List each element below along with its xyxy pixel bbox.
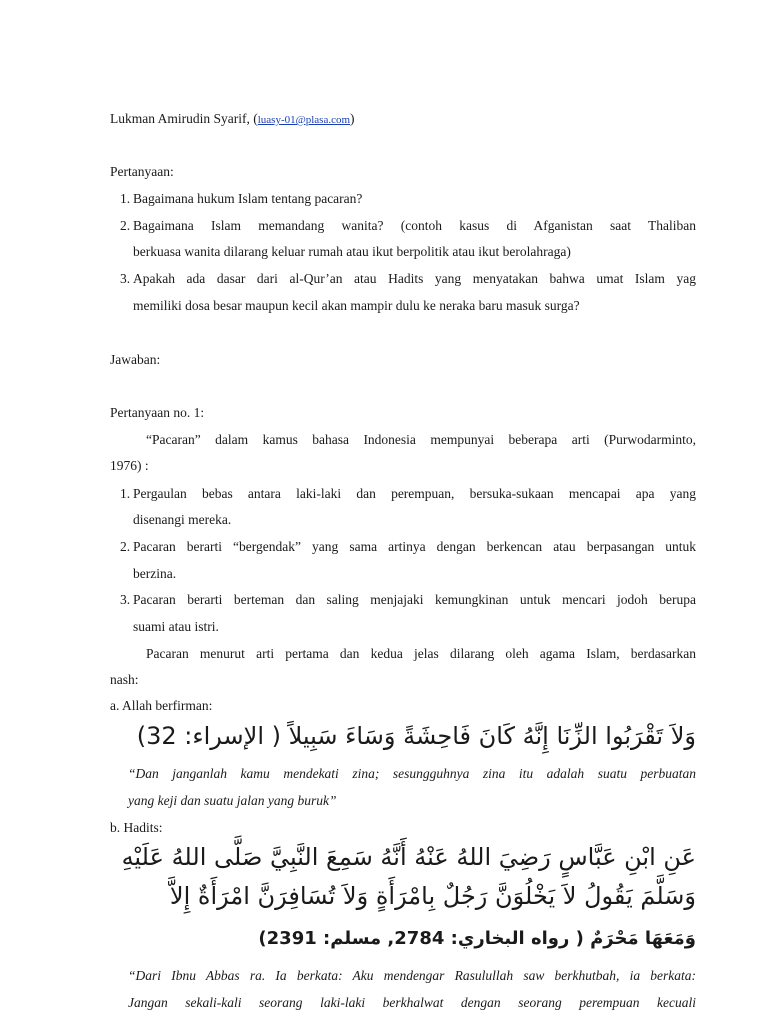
email-link[interactable]: luasy-01@plasa.com (257, 114, 351, 126)
meaning-text: Pacaran berarti berteman dan saling menjajaki kemungkinan untuk mencari jodoh berupa (133, 592, 696, 607)
answers-heading: Jawaban: (110, 352, 161, 367)
ayat-arabic: وَلاَ تَقْرَبُوا الزِّنَا إِنَّهُ كَانَ فَاحِشَةً وَسَاءَ سَبِيلاً ( الإسراء: 32) (136, 722, 696, 750)
meaning-text: disenangi mereka. (133, 512, 232, 527)
ayat-translation-cont: yang keji dan suatu jalan yang buruk” (128, 793, 337, 808)
question-text: berkuasa wanita dilarang keluar rumah atau ikut berpolitik atau ikut berolahraga) (133, 244, 571, 259)
author-name: Lukman Amirudin Syarif, ( (110, 111, 258, 126)
intro-paragraph: “Pacaran” dalam kamus bahasa Indonesia mempunyai beberapa arti (Purwodarminto, (146, 432, 696, 447)
meaning-number: 2. (120, 539, 131, 554)
meaning-number: 1. (120, 486, 131, 501)
question-text: Bagaimana hukum Islam tentang pacaran? (133, 191, 363, 206)
hadits-arabic-line-3: وَمَعَهَا مَحْرَمٌ ( رواه البخاري: 2784, مسلم: 2391) (258, 928, 696, 949)
question-1-heading: Pertanyaan no. 1: (110, 405, 205, 420)
hadits-translation: “Dari Ibnu Abbas ra. Ia berkata: Aku mendengar Rasulullah saw berkhutbah, ia berkata: (128, 968, 696, 983)
intro-paragraph-cont: 1976) : (110, 458, 149, 473)
author-close-paren: ) (350, 111, 355, 126)
question-number: 3. (120, 271, 131, 286)
questions-heading: Pertanyaan: (110, 164, 174, 179)
nash-paragraph-cont: nash: (110, 672, 139, 687)
meaning-text: Pacaran berarti “bergendak” yang sama artinya dengan berkencan atau berpasangan untuk (133, 539, 696, 554)
question-text: memiliki dosa besar maupun kecil akan mampir dulu ke neraka baru masuk surga? (133, 298, 580, 313)
meaning-text: suami atau istri. (133, 619, 219, 634)
nash-paragraph: Pacaran menurut arti pertama dan kedua jelas dilarang oleh agama Islam, berdasarkan (146, 646, 696, 661)
question-text: Bagaimana Islam memandang wanita? (contoh kasus di Afganistan saat Thaliban (133, 218, 696, 233)
author-line (110, 111, 355, 127)
hadits-translation-cont: Jangan sekali-kali seorang laki-laki berkhalwat dengan seorang perempuan kecuali (128, 995, 696, 1010)
question-number: 1. (120, 191, 131, 206)
meaning-number: 3. (120, 592, 131, 607)
question-number: 2. (120, 218, 131, 233)
allah-berfirman-label: a. Allah berfirman: (110, 698, 213, 713)
question-text: Apakah ada dasar dari al-Qur’an atau Hadits yang menyatakan bahwa umat Islam yag (133, 271, 696, 286)
meaning-text: berzina. (133, 566, 177, 581)
meaning-text: Pergaulan bebas antara laki-laki dan perempuan, bersuka-sukaan mencapai apa yang (133, 486, 696, 501)
hadits-arabic-line-2: وَسَلَّمَ يَقُولُ لاَ يَخْلُوَنَّ رَجُلٌ بِامْرَأَةٍ وَلاَ تُسَافِرَنَّ امْرَأَةٌ إِلاَّ (169, 882, 696, 910)
ayat-translation: “Dan janganlah kamu mendekati zina; sesungguhnya zina itu adalah suatu perbuatan (128, 766, 696, 781)
hadits-arabic-line-1: عَنِ ابْنِ عَبَّاسٍ رَضِيَ اللهُ عَنْهُ أَنَّهُ سَمِعَ النَّبِيَّ صَلَّى اللهُ عَلَيْهِ (121, 843, 696, 871)
hadits-label: b. Hadits: (110, 820, 163, 835)
